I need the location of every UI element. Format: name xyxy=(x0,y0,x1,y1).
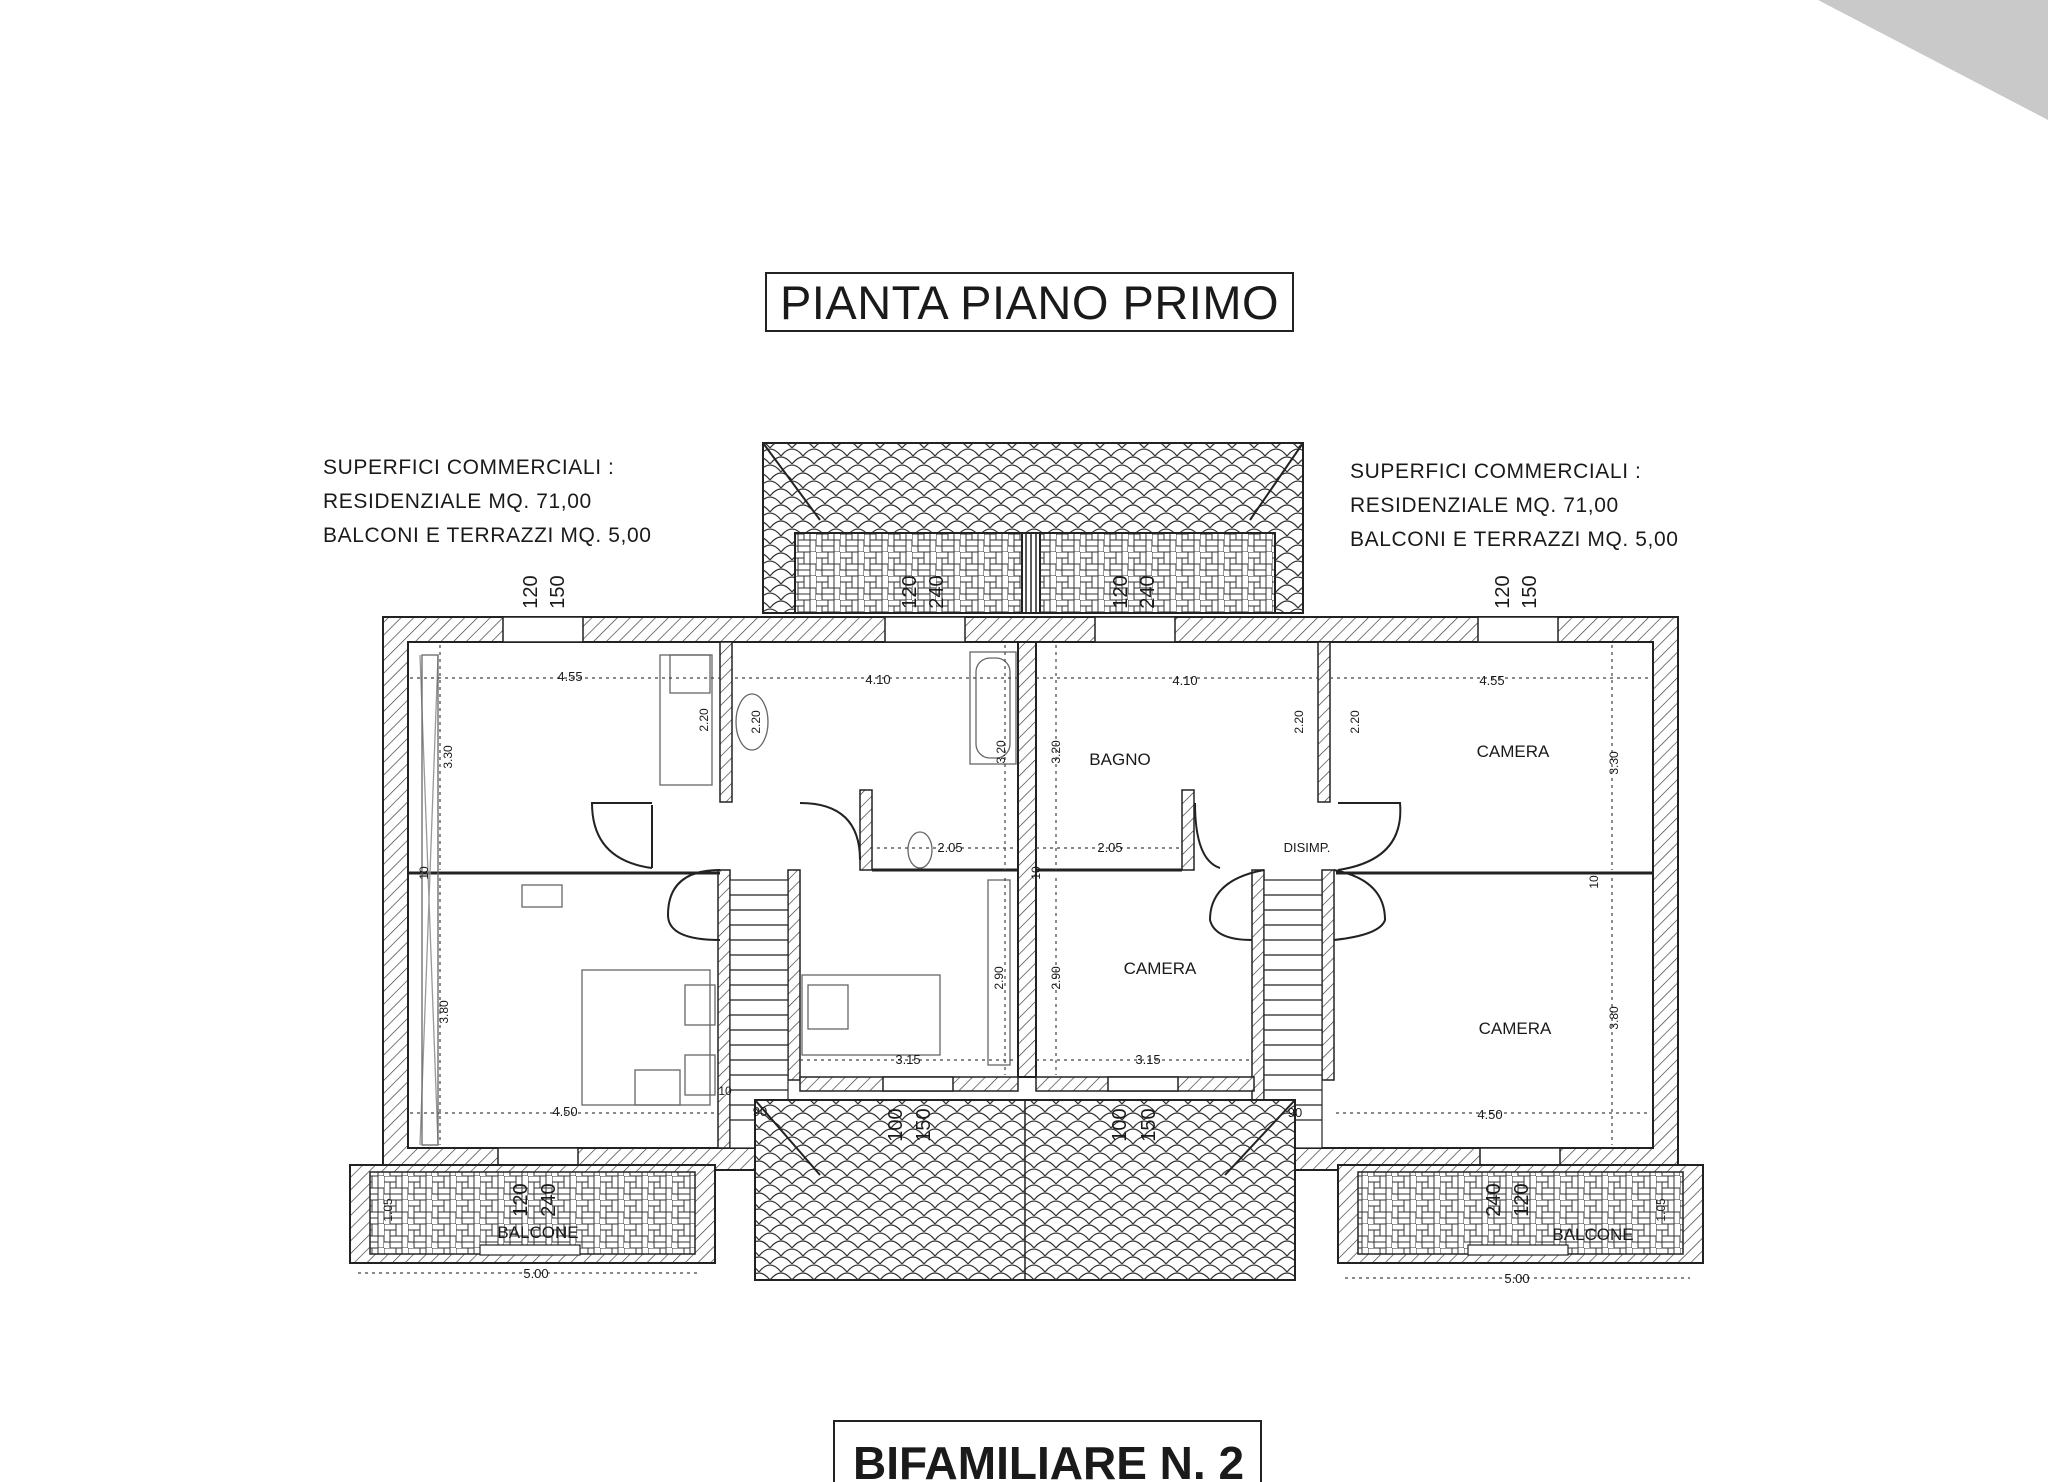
window-dim-150-e: 150 xyxy=(913,1108,935,1142)
top-roof xyxy=(763,443,1303,613)
dim-10-c: 10 xyxy=(1587,875,1601,889)
window-dim-120-a: 120 xyxy=(520,575,542,609)
room-label-disimp: DISIMP. xyxy=(1283,840,1331,855)
dim-220-d: 2.20 xyxy=(1348,710,1362,734)
window-dim-240-h: 240 xyxy=(1483,1183,1505,1217)
surface-residential-left: RESIDENZIALE MQ. 71,00 xyxy=(323,490,592,513)
room-label-camera-bottom-right: CAMERA xyxy=(1478,1019,1552,1038)
window-dim-150-d: 150 xyxy=(1519,575,1541,609)
dim-380-left: 3.80 xyxy=(437,1000,451,1024)
balcony-left xyxy=(350,1165,715,1263)
dim-500-left: 5.00 xyxy=(523,1266,549,1281)
dim-105-right: 1.05 xyxy=(1654,1198,1668,1222)
dim-320-a: 3.20 xyxy=(994,740,1008,764)
surface-heading-left: SUPERFICI COMMERCIALI : xyxy=(323,456,615,479)
dim-450-left: 4.50 xyxy=(552,1104,578,1119)
bottom-title-box xyxy=(833,1420,1262,1482)
dim-380-right: 3.80 xyxy=(1607,1006,1621,1030)
outer-walls xyxy=(383,617,1678,1170)
dim-455-left: 4.55 xyxy=(557,669,583,684)
dim-500-right: 5.00 xyxy=(1504,1271,1530,1286)
window-dim-120-c: 120 xyxy=(1110,575,1132,609)
dim-10-a: 10 xyxy=(417,866,431,880)
dim-330-left: 3.30 xyxy=(441,745,455,769)
dim-450-right: 4.50 xyxy=(1477,1107,1503,1122)
bottom-roof xyxy=(752,1100,1295,1280)
dim-320-b: 3.20 xyxy=(1049,740,1063,764)
window-dim-120-b: 120 xyxy=(899,575,921,609)
bottom-title-text: BIFAMILIARE N. 2 xyxy=(853,1437,1245,1482)
dim-220-b: 2.20 xyxy=(749,710,763,734)
plan-title: PIANTA PIANO PRIMO xyxy=(765,272,1294,332)
dim-410-right: 4.10 xyxy=(1172,673,1198,688)
window-dim-150-f: 150 xyxy=(1138,1108,1160,1142)
dim-220-c: 2.20 xyxy=(1292,710,1306,734)
window-dim-240-b: 240 xyxy=(926,575,948,609)
dim-90-left: 90 xyxy=(752,1104,768,1119)
surface-heading-right: SUPERFICI COMMERCIALI : xyxy=(1350,460,1642,483)
dim-205-right: 2.05 xyxy=(1097,840,1123,855)
window-dim-120-d: 120 xyxy=(1492,575,1514,609)
window-dim-120-g: 120 xyxy=(510,1183,532,1217)
dim-455-right: 4.55 xyxy=(1479,673,1505,688)
balcony-label-right: BALCONE xyxy=(1552,1225,1634,1244)
dim-90-right: 90 xyxy=(1287,1105,1303,1120)
balcony-label-left: BALCONE xyxy=(497,1223,579,1242)
dim-205-left: 2.05 xyxy=(937,840,963,855)
window-dim-100-f: 100 xyxy=(1109,1108,1131,1142)
surface-balconies-right: BALCONI E TERRAZZI MQ. 5,00 xyxy=(1350,528,1679,551)
dim-330-right: 3.30 xyxy=(1607,751,1621,775)
surface-balconies-left: BALCONI E TERRAZZI MQ. 5,00 xyxy=(323,524,652,547)
dim-290-b: 2.90 xyxy=(1049,966,1063,990)
dim-105-left: 1.05 xyxy=(381,1198,395,1222)
dim-10-d: 10 xyxy=(718,1084,732,1098)
window-dim-120-h: 120 xyxy=(1511,1183,1533,1217)
dim-220-a: 2.20 xyxy=(697,708,711,732)
dim-315-right: 3.15 xyxy=(1135,1052,1161,1067)
dim-10-b: 10 xyxy=(1029,866,1043,880)
window-dim-240-g: 240 xyxy=(538,1183,560,1217)
window-dim-240-c: 240 xyxy=(1137,575,1159,609)
surface-residential-right: RESIDENZIALE MQ. 71,00 xyxy=(1350,494,1619,517)
room-label-camera-top-right: CAMERA xyxy=(1476,742,1550,761)
room-label-bagno: BAGNO xyxy=(1089,750,1151,769)
window-dim-150-a: 150 xyxy=(547,575,569,609)
room-label-camera-center: CAMERA xyxy=(1123,959,1197,978)
window-dim-100-e: 100 xyxy=(885,1108,907,1142)
dim-410-left: 4.10 xyxy=(865,672,891,687)
dim-290-a: 2.90 xyxy=(992,966,1006,990)
dim-315-left: 3.15 xyxy=(895,1052,921,1067)
